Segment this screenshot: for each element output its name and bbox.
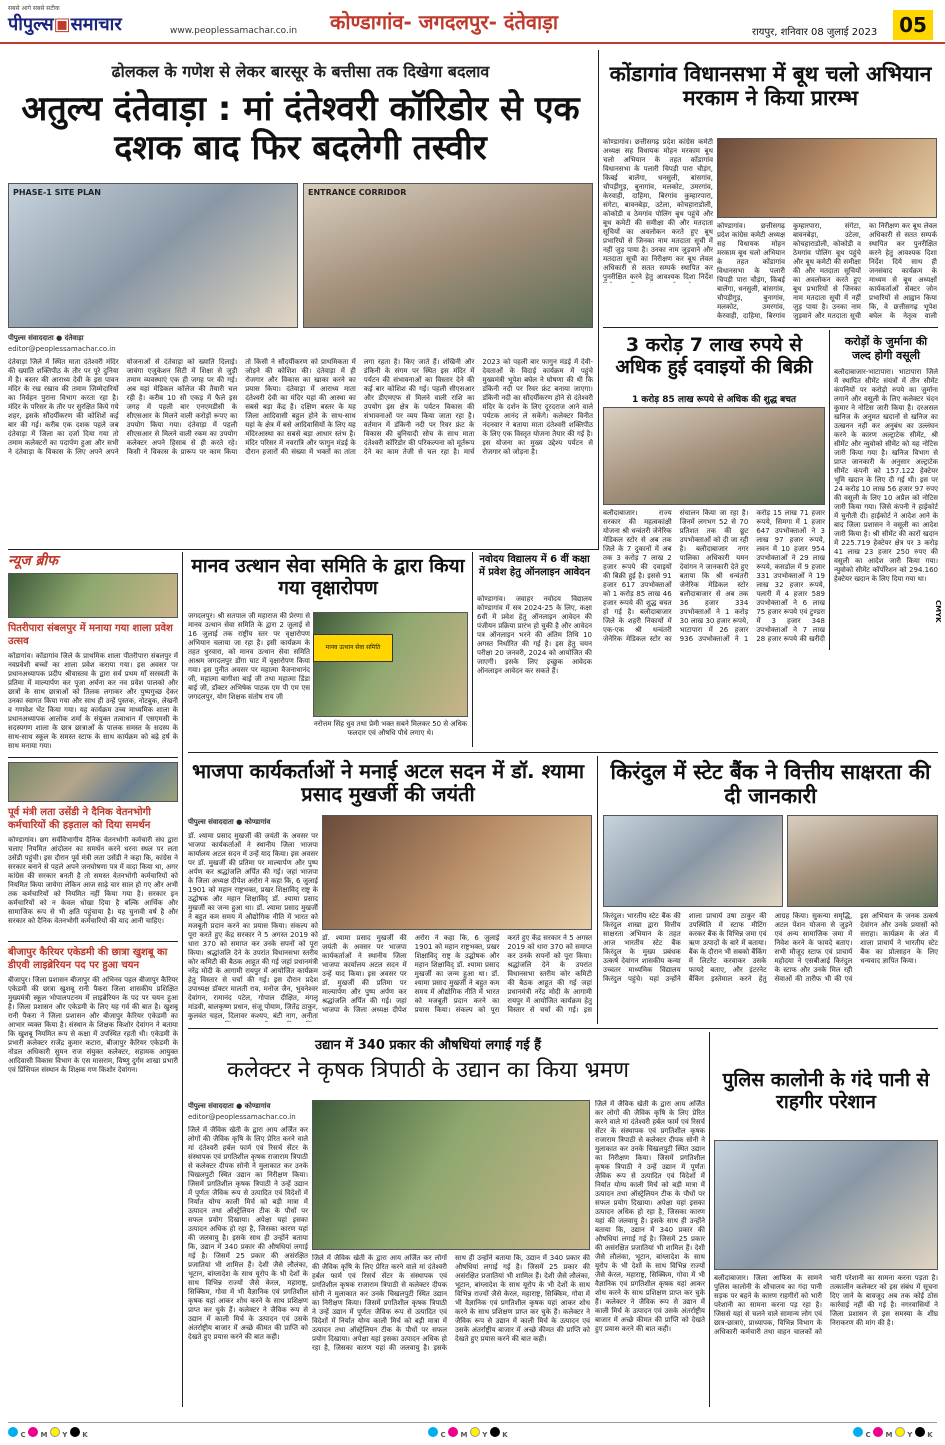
bank-headline: किरंदुल में स्टेट बैंक ने वित्तीय साक्षरता की दी जानकारी [610, 760, 931, 809]
site-plan-label: PHASE-1 SITE PLAN [13, 188, 101, 197]
booth-body: कोण्डागांव। छत्तीसगढ़ प्रदेश कांग्रेस कमेटी अध्यक्ष सह विधायक मोहन मरकाम बूथ चलो अभियान के तहत कोंडागांव विधानसभा के पलारी चिपड़ी पारा चौड़ंग, किबई बालेंगा, धनसुली, बांसगांव, चौपड़ीगुड़, बुनागांव, मलकोट, उमरगांव, केरवाही, दाहिमा, बिरगांव कुम्हारपारा, संगेटा, बावनबेड़ा, उटेला, कोचहाराडोली, कोकोडी व ठेमगांव पोलिंग बूथ पहुंचे और बूथ कमेटी की समीक्षा की और मतदाता सूचियों का अवलोकन करते हुए बूथ प्रभारियों से जिनका नाम मतदाता सूची में नहीं जुड़ पाया है। उनका नाम जुड़वाने और मतदाता सूची का निरीक्षण कर बूथ लेवल अधिकारी से सतत सम्पर्क स्थापित कर पुनरीक्षित करने हेतु आवश्यक दिशा निर्देश दिये साथ ही जनसंवाद कार्यक्रम के माध्यम से बूथ अध्यक्षों कार्यकर्ताओं सेक्टर जोन प्रभारियों से आह्वान किया कि, वे छत्तीसगढ़ भूपेश बघेल के नेतृत्व वाली [717, 222, 937, 320]
medicine-photo [603, 407, 825, 505]
garden-headline: कलेक्टर ने कृषक त्रिपाठी के उद्यान का किया भ्रमण [227, 1058, 629, 1083]
section-title: कोण्डागांव- जगदलपुर- दंतेवाड़ा [330, 10, 559, 34]
booth-headline: कोंडागांव विधानसभा में बूथ चलो अभियान मरकाम ने किया प्रारम्भ [609, 62, 932, 111]
magenta-dot [28, 1427, 38, 1437]
garden-byline: पीपुल्स संवाददाता ● कोण्डागांव [188, 1102, 271, 1110]
lead-email[interactable]: editor@peoplessamachar.co.in [8, 345, 116, 353]
bank-body: किरंदुल। भारतीय स्टेट बैंक की किरंदुल शाखा द्वारा वित्तीय साक्षरता अभियान के तहत आज भारतीय स्टेट बैंक किरंदुल के मुख्य प्रबंधक उत्कर्ष देवांगन शासकीय कन्या उच्चतर माध्यमिक विद्यालय किरंदुल पहुंचे। यहां उन्होंने शाला प्राचार्य उषा ठाकुर की उपस्थिति में स्टाफ मीटिंग करकर बैंक के विभिन्न जमा एवं ऋण उत्पादों के बारे में बताया। बैंक के दौरान भी सबको बैंकिंग में लिटरेट करवाकर उसके फायदे बताए, और इंटरनेट बैंकिंग इस्तेमाल करने हेतु आग्रह किया। सुकन्या समृद्धि, अटल पेंशन योजना से जुड़ने एवं अन्य सामाजिक जमा में निवेश करने के फायदे बताए। सभी मौजूद स्टाफ एवं प्राचार्य महोदया ने एसबीआई किरंदुल के स्टाफ और उनके मिल रही सेवाओं की तारीफ भी की एवं इस अभियान के जनक उत्कर्ष देवांगन और उनके प्रयासों को सराहा। कार्यक्रम के अंत में शाला प्राचार्य ने भारतीय स्टेट बैंक का प्रोत्साहन के लिए धन्यवाद ज्ञापित किया। [603, 912, 938, 983]
fine-headline: करोड़ों के जुर्माना की जल्द होगी वसूली [844, 335, 928, 362]
medicine-headline: 3 करोड़ 7 लाख रुपये से अधिक हुई दवाइयों की बिक्री [615, 334, 813, 378]
lead-byline: पीपुल्स संवाददाता ● दंतेवाड़ा [8, 334, 84, 342]
garden-body: जिले में जैविक खेती के द्वारा आय अर्जित कर लोगों की जैविक कृषि के लिए प्रेरित करने वाले मां दंतेश्वरी हर्बल फार्म एवं रिसर्च सेंटर के संस्थापक एवं प्रगतिशील कृषक राजाराम त्रिपाठी से कलेक्टर दीपक सोनी ने मुलाकात कर उनके चिखलपुटी स्थित उद्यान का निरीक्षण किया। जिसमें प्रगतिशील कृषक त्रिपाठी ने उन्हें उद्यान में पूर्णतः जैविक रूप से उत्पादित एवं विदेशों में निर्यात योग्य काली मिर्च को बड़ी मात्रा में उत्पादन तथा ऑस्ट्रेलियन टीक के पौधों पर सफल प्रयोग दिखाया। अपेक्षा यहां इसका उत्पादन अधिक हो रहा है, जिसका कारण यहां की जलवायु है। इसके साथ ही उन्होंने बताया कि, उद्यान में 340 प्रकार की औषधियां लगाई गई है। जिसमें 25 प्रकार की असंरक्षित प्रजातियां भी शामिल हैं। देशी जैसे लौलंका, भूटान, बांग्लादेश के साथ यूरोप के भी देशों के साथ विभिन्न राज्यों जैसे केरल, महाराष्ट्र, सिक्किम, गोवा में भी वैज्ञानिक एवं प्रगतिशील कृषक यहां आकर शोध करने के साथ प्रशिक्षण प्राप्त कर चुके हैं। कलेक्टर ने जैविक रूप से उद्यान में काली मिर्च के उत्पादन एवं उसके अंतर्राष्ट्रीय बाजार में अच्छे कीमत की प्राप्ति को देखते हुए प्रयास करने की बात कही। [312, 1254, 590, 1352]
footer-color-bar [8, 1422, 937, 1440]
bjp-body-left: डॉ. श्यामा प्रसाद मुखर्जी की जयंती के अवसर पर भाजपा कार्यकर्ताओं ने स्थानीय जिला भाजपा कार्यालय अटल सदन में उन्हें याद किया। इस अवसर पर डॉ. मुखर्जी की प्रतिमा पर माल्यार्पण और पुष्प अर्पण कर श्रद्धांजलि अर्पित की गई। जहां भाजपा के जिला अध्यक्ष दीपेश अरोरा ने कहा कि, 6 जुलाई 1901 को महान राष्ट्रभक्त, प्रखर शिक्षाविद् राष्ट्र के उद्घोषक और महान शिक्षाविद् डॉ. श्यामा प्रसाद मुखर्जी का जन्म हुआ था। डॉ. श्यामा प्रसाद मुखर्जी ने बहुत कम समय में औद्योगिक नीति में भारत को मजबूती प्रदान करने का प्रयास किया। संकल्प को पूरा करते हुए केंद्र सरकार ने 5 अगस्त 2019 को धारा 370 को समाप्त कर उनके सपनों को पूरा किया। श्रद्धांजलि देने के उपरांत विधानसभा स्तरीय कोर कमिटी की बैठक आहूत की गई जहां प्रधानमंत्री नरेंद्र मोदी के आगामी रायपुर में आयोजित कार्यक्रम हेतु विस्तार से चर्चा की गई। इस दौरान प्रदेश उपाध्यक्ष डॉक्टर मालती राव, मनोज जैन, भुवनेश्वर देवांगन, रामानंद पटेल, गोपाल दीक्षित, मंगलू मांडवी, बालकृष्ण प्रधान, संजू पोयाम, जितेंद्र ठाकुर, कुलवंत चहल, दिलावर कश्यप, बंटी नाग, अनीता [188, 832, 318, 1020]
bank-photo-1 [603, 815, 783, 907]
logo-text: पीपुल्स▣समाचार [8, 14, 122, 35]
page-number: 05 [893, 10, 933, 40]
police-headline: पुलिस कालोनी के गंदे पानी से राहगीर परेशान [714, 1070, 938, 1114]
navodaya-body: कोण्डागांव। जवाहर नवोदय विद्यालय कोण्डागांव में सत्र 2024-25 के लिए, कक्षा 6वीं में प्रवेश हेतु ऑनलाइन आवेदन की पंजीयन प्रक्रिया प्रारंभ हो चुकी है और आवेदन पत्र ऑनलाइन भरने की अंतिम तिथि 10 अगस्त निर्धारित की गई है। इस हेतु चयन परीक्षा 20 जनवरी, 2024 को आयोजित की जाएगी। इसके लिए इच्छुक आवेदक ऑनलाइन आवेदन कर सकते हैं। [477, 595, 592, 675]
lead-kicker: ढोलकल के गणेश से लेकर बारसूर के बत्तीसा तक दिखेगा बदलाव [111, 62, 490, 81]
bank-photo-2 [787, 815, 938, 907]
plantation-banner: मानव उत्थान सेवा समिति [313, 634, 393, 662]
strike-photo [8, 762, 178, 802]
brief1-body: कोंडागांव। कोंडागांव जिले के प्राथमिक शाला पीतरीपारा संबलपुर में नवप्रवेशी बच्चों का शाला प्रवेश कराया गया। इस अवसर पर प्रधानअध्यापक प्रदीप श्रीवास्तव के द्वारा सर्व प्रथम माँ सरस्वती के प्रतिमा में माल्यार्पण कर पूजा अर्चना कर नव प्रवेश पालको और छात्रों के साथ छात्राओं को तिलक लगाकर और पुष्पगुच्छ देकर उनका स्वागत किया गया और साथ ही उन्हें पुस्तक, नोटबुक, लेखनी व गणवेश भेंट किया गया। यह कार्यक्रम उच्च माध्यमिक शाला के प्रधानअध्यापक आलोक शर्मा के संयुक्त तत्वाधान में एसएमसी के सदस्यगण शाला के छात्र छात्राओं के पालक समस्त के सदस्य के साथ-साथ स्कूल के समस्त स्टाफ के साथ कार्यक्रम को बढ़े हर्ष के साथ मनाया गया। [8, 652, 178, 750]
black-dot [70, 1427, 80, 1437]
bjp-headline: भाजपा कार्यकर्ताओं ने मनाई अटल सदन में डॉ. श्यामा प्रसाद मुखर्जी की जयंती [191, 759, 585, 806]
garden-email[interactable]: editor@peoplessamachar.co.in [188, 1113, 296, 1121]
edition-date: रायपुर, शनिवार 08 जुलाई 2023 [752, 27, 878, 38]
logo [8, 4, 168, 38]
bjp-photo [322, 815, 592, 930]
cmyk-marks-left: C M Y K [8, 1427, 88, 1439]
website-link[interactable]: www.peoplessamachar.co.in [170, 26, 298, 36]
garden-body-right: जिले में जैविक खेती के द्वारा आय अर्जित कर लोगों की जैविक कृषि के लिए प्रेरित करने वाले मां दंतेश्वरी हर्बल फार्म एवं रिसर्च सेंटर के संस्थापक एवं प्रगतिशील कृषक राजाराम त्रिपाठी से कलेक्टर दीपक सोनी ने मुलाकात कर उनके चिखलपुटी स्थित उद्यान का निरीक्षण किया। जिसमें प्रगतिशील कृषक त्रिपाठी ने उन्हें उद्यान में पूर्णतः जैविक रूप से उत्पादित एवं विदेशों में निर्यात योग्य काली मिर्च को बड़ी मात्रा में उत्पादन तथा ऑस्ट्रेलियन टीक के पौधों पर सफल प्रयोग दिखाया। अपेक्षा यहां इसका उत्पादन अधिक हो रहा है, जिसका कारण यहां की जलवायु है। इसके साथ ही उन्होंने बताया कि, उद्यान में 340 प्रकार की औषधियां लगाई गई है। जिसमें 25 प्रकार की असंरक्षित प्रजातियां भी शामिल हैं। देशी जैसे लौलंका, भूटान, बांग्लादेश के साथ यूरोप के भी देशों के साथ विभिन्न राज्यों जैसे केरल, महाराष्ट्र, सिक्किम, गोवा में भी वैज्ञानिक एवं प्रगतिशील कृषक यहां आकर शोध करने के साथ प्रशिक्षण प्राप्त कर चुके हैं। कलेक्टर ने जैविक रूप से उद्यान में काली मिर्च के उत्पादन एवं उसके अंतर्राष्ट्रीय बाजार में अच्छे कीमत की प्राप्ति को देखते हुए प्रयास करने की बात कही। [595, 1100, 705, 1333]
corridor-image [303, 183, 593, 328]
medicine-body: बलौदाबाजार। राज्य सरकार की महत्वकांक्षी योजना श्री धन्वंतरी जेनेरिक मेडिकल स्टोर से अब तक जिले के 7 दुकानों में अब तक 3 करोड़ 7 लाख 2 हजार रूपये की दवाइयों की बिक्री हुई है। इससे 91 हजार 617 उपभोक्ताओं को 1 करोड़ 85 लाख 46 हजार रूपये की शुद्ध बचत हो गई है। बलौदाबाजार जिले के शहरी निकायों में एक-एक श्री धन्वंतरी जेनेरिक मेडिकल स्टोर का संचालन किया जा रहा है। जिनमें लगभग 52 से 70 प्रतिशत तक की छूट उपभोक्ताओं को दी जा रही है। बलौदाबाजार नगर पालिका अधिकारी यमन देवांगन ने जानकारी देते हुए बताया कि श्री धन्वंतरी जेनेरिक मेडिकल स्टोर बलौदाबाजार से अब तक 36 हजार 334 उपभोक्ताओं ने 1 करोड़ 30 लाख 30 हजार रूपये, भाटापारा में 26 हजार 936 उपभोक्ताओं ने 1 करोड़ 15 लाख 71 हजार रूपये, सिमगा में 1 हजार 647 उपभोक्ताओं ने 3 लाख 97 हजार रूपये, लवन में 10 हजार 954 उपभोक्ताओं ने 29 लाख रूपये, कसडोल में 9 हजार 331 उपभोक्ताओं ने 19 लाख 32 हजार रूपये, पलारी में 4 हजार 589 उपभोक्ताओं ने 6 लाख 75 हजार रूपये एवं टुण्डरा में 3 हजार 348 उपभोक्ताओं ने 7 लाख 28 हजार रूपये की खरीदी [603, 509, 825, 643]
brief2-body: कोण्डागांव। छग सर्वविभागीय दैनिक वेतनभोगी कर्मचारी संघ द्वारा चलाए नियमित आंदोलन का समर्थन करने धरना स्थल पर लता उसेंडी पहुंची। इस दौरान पूर्व मंत्री लता उसेंडी ने कहा कि, कांग्रेस ने सरकार बनाने से पहले अपने जनघोषणा पत्र में वादा किया था, अगर कांग्रेस की सरकार बनती है तो समस्त वेतनभोगी कर्मचारियों को नियमित किया जायेगा लेकिन आज साढ़े चार साल हो गए और अभी तक कर्मचारियों को नियमित नहीं किया गया है। सरकार इन कर्मचारियों को न केवल धोखा दिया है बल्कि आर्थिक और सामाजिक रूप से भी क्षति पहुंचाया है। यह चुनावी वर्ष है और सरकार को दैनिक वेतनभोगी कर्मचारियों की याद आनी चाहिए। [8, 836, 178, 925]
brief1-headline: पितरीपारा संबलपुर में मनाया गया शाला प्रवेश उत्सव [8, 623, 173, 647]
brief3-body: बीजापुर। जिला प्रशासन बीजापुर की अभिनव पहल बीजापुर कैरियर एकेडमी की छात्रा खुशबू रानी पैकरा जिला शासकीय प्रशिक्षित मुख्यमंत्री स्कूल भोपालपटनम में लाइब्रेरियन के पद पर चयन हुआ है। जिला प्रशासन और एकेडमी के लिए यह गर्व की बात है। खुशबू रानी पैकरा ने जिला प्रशासन और बीजापुर कैरियर एकेडमी का आभार व्यक्त किया है। संस्थान के शिक्षक किशोर देवांगन ने बताया कि खुशबू नियमित रूप से कक्षा में उपस्थित रहती थी। एकेडमी के प्रभारी कलेक्टर राजेंद्र कुमार कटारा, बीजापुर कैरियर एकेडमी के नोडल अधिकारी सुमन राज संयुक्त कलेक्टर, सहायक आयुक्त आदिवासी विकास विभाग के एस मासराम, विष्णु दुर्गम शाखा प्रभारी एवं प्रिंसिपल संस्थान के शिक्षक गण किशोर देवांगन। [8, 976, 178, 1074]
site-plan-image [8, 183, 298, 328]
booth-body-intro: कोण्डागांव। छत्तीसगढ़ प्रदेश कांग्रेस कमेटी अध्यक्ष सह विधायक मोहन मरकाम बूथ चलो अभियान के तहत कोंडागांव विधानसभा के पलारी चिपड़ी पारा चौड़ंग, किबई बालेंगा, धनसुली, बांसगांव, चौपड़ीगुड़, बुनागांव, मलकोट, उमरगांव, केरवाही, दाहिमा, बिरगांव कुम्हारपारा, संगेटा, बावनबेड़ा, उटेला, कोचहाराडोली, कोकोडी व ठेमगांव पोलिंग बूथ पहुंचे और बूथ कमेटी की समीक्षा की और मतदाता सूचियों का अवलोकन करते हुए बूथ प्रभारियों से जिनका नाम मतदाता सूची में नहीं जुड़ पाया है। उनका नाम जुड़वाने और मतदाता सूची का निरीक्षण कर बूथ लेवल अधिकारी से सतत सम्पर्क स्थापित कर पुनरीक्षित करने हेतु आवश्यक दिशा निर्देश [603, 138, 713, 281]
masthead [0, 0, 945, 44]
bjp-body: डॉ. श्यामा प्रसाद मुखर्जी की जयंती के अवसर पर भाजपा कार्यकर्ताओं ने स्थानीय जिला भाजपा कार्यालय अटल सदन में उन्हें याद किया। इस अवसर पर डॉ. मुखर्जी की प्रतिमा पर माल्यार्पण और पुष्प अर्पण कर श्रद्धांजलि अर्पित की गई। जहां भाजपा के जिला अध्यक्ष दीपेश अरोरा ने कहा कि, 6 जुलाई 1901 को महान राष्ट्रभक्त, प्रखर शिक्षाविद् राष्ट्र के उद्घोषक और महान शिक्षाविद् डॉ. श्यामा प्रसाद मुखर्जी का जन्म हुआ था। डॉ. श्यामा प्रसाद मुखर्जी ने बहुत कम समय में औद्योगिक नीति में भारत को मजबूती प्रदान करने का प्रयास किया। संकल्प को पूरा करते हुए केंद्र सरकार ने 5 अगस्त 2019 को धारा 370 को समाप्त कर उनके सपनों को पूरा किया। श्रद्धांजलि देने के उपरांत विधानसभा स्तरीय कोर कमिटी की बैठक आहूत की गई जहां प्रधानमंत्री नरेंद्र मोदी के आगामी रायपुर में आयोजित कार्यक्रम हेतु विस्तार से चर्चा की गई। इस [322, 934, 592, 1014]
news-brief-label: न्यूज ब्रीफ [8, 553, 58, 569]
cmyk-marks-center: C M Y K [428, 1427, 508, 1439]
school-photo [8, 573, 178, 618]
lead-headline: अतुल्य दंतेवाड़ा : मां दंतेश्वरी कॉरिडोर से एक दशक बाद फिर बदलेगी तस्वीर [21, 89, 580, 169]
fine-body: बलौदाबाजार-भाटापारा। भाटापारा जिले में स्थापित सीमेंट संयंत्रों में तीन सीमेंट कंपनियों पर करोड़ो रुपये का जुर्माना लगाने और वसूली के लिए कलेक्टर चंदन कुमार ने नोटिस जारी किया है। दरअसल खनिज के अनुमत खदानों से खनिज का उत्खनन नहीं कर अनुबंध का उल्लंघन करने के कारण अल्ट्राटेक सीमेंट, श्री सीमेंट और न्युवोको सीमेंट को यह नोटिस जारी किया गया है। खनिज विभाग से प्राप्त जानकारी के अनुसार अल्ट्राटेक सीमेंट कंपनी को 157.122 हेक्टेयर भूमि खदान के लिए दी गई थी। इस पर 24 करोड़ 10 लाख 56 हजार 97 रुपए की वसूली के लिए 10 अप्रैल को नोटिस जारी किया गया। जिसे कंपनी ने हाईकोर्ट में चुनौती दी। हाईकोर्ट ने आदेश आने के बाद जिला प्रशासन ने वसूली का आदेश जारी किया है। श्री सीमेंट की कारों खदान में 225.719 हेक्टेयर क्षेत्र पर 3 करोड़ 41 लाख 23 हजार 250 रुपए की वसूली का आदेश जारी किया गया। न्युवोको सीमेंट कॉर्पोरेशन को 294.160 हेक्टेयर खदान के लिए दिया गया था। [834, 368, 938, 583]
medicine-subhead: 1 करोड़ 85 लाख रूपये से अधिक की शुद्ध बचत [631, 395, 797, 405]
yellow-dot [50, 1427, 60, 1437]
brief3-headline: बीजापुर कैरियर एकेडमी की छात्रा खुशबू का डीएवी लाइब्रेरियन पद पर हुआ चयन [8, 947, 168, 971]
booth-photo [717, 138, 937, 218]
lead-body: दंतेवाड़ा जिले में स्थित माता दंतेश्वरी मंदिर की ख्याति शक्तिपीठ के तौर पर पूरे दुनिया में है। बस्तर की आराध्य देवी के इस पावन मंदिर के रख रखाव की तमाम जिम्मेदारियों का निर्वहन पुराना विभाग करता रहा है। मंदिर के परिसर के तौर पर सुरक्षित किये गये शहर, इसके सौंदर्यीकरण की कोशिशें कई बार की गई। करीब एक दशक पहले जब दंतेवाड़ा में जिला का दर्जा दिया गया तो तमाम कलेक्टरों का पदार्पण हुआ और सभी ने दंतेवाड़ा के विकास के लिए अपने अपने योजनाओं से दंतेवाड़ा को ख्याति दिलाई। जावंगा एजुकेशन सिटी में शिक्षा से जुड़ी तमाम व्यवस्थाएं एक ही जगह पर की गई। अब यहां मेडिकल कॉलेज की तैयारी चल रही है। करीब 10 सौ एकड़ में फैले इस जगह में पहली बार एनएमडीसी के सीएसआर के मिलने वाली करोड़ों रूपए का उपयोग किया गया। दंतेवाड़ा में पहली सीएसआर से मिलने वाली रकम का उपयोग कलेक्टर अपने हिसाब से ही करते रहे। किसी ने विकास के प्रारूप पर काम किया तो किसी ने सौंदर्यीकरण को प्राथमिकता में जोड़ने की कोशिश की। दंतेवाड़ा में ही रोजगार और विकास का खाका करने का प्रयास किया। दंतेवाड़ा में आराध्य माता दंतेश्वरी देवी का मंदिर यहां की आस्था का सबसे बड़ा केंद्र है। दक्षिण बस्तर के यह जिला आदिवासी बहुल होने के साथ-साथ यहां के क्षेत्र में बसे आदिवासियों के लिए यह मंदिरआस्था का सबसे बड़ा आधार स्तंभ है। मंदिर परिसर में नवरात्रि और फागुन मंडई के दौरान हजारों की संख्या में भक्तों का तांता लगा रहता है। किए जाते हैं। शंखिनी और डंकिनी के संगम पर स्थित इस मंदिर में पर्यटन की संभावनाओं का विस्तार देने की कई बार कोशिश की गई। पहली सीएसआर और डीएमएफ से मिलने वाली राशि का उपयोग इस क्षेत्र के पर्यटन विकास की संभावनाओं पर व्यय किया जाता रहा है। वर्तमान में डंकिनी नदी पर रिवर फ्रंट के विकास की बुनियादी सोच के साथ माता दंतेश्वरी कॉरिडोर की परिकल्पना को मूर्तरूप देने का काम तेजी से चल रहा है। मार्च 2023 को पहली बार फागुन मंडई में देवी-देवताओं के विदाई कार्यक्रम में पहुंचे मुख्यमंत्री भूपेश बघेल ने घोषणा की थी कि डंकिनी नदी पर रिवर फ्रंट बनाया जाएगा। डंकिनी नदी का सौंदर्यीकरण होने से दंतेश्वरी मंदिर के दर्शन के लिए दूरदराज आने वाले पर्यटक आनंद ले सकेंगे। कलेक्टर विनीत नंदनवार ने बताया माता दंतेश्वरी शक्तिपीठ के लिए एक विस्तृत योजना तैयार की गई है। इस योजना का मुख्य उद्देश्य पर्यटन से रोजगार को जोड़ना है। [8, 358, 593, 456]
cmyk-side-mark: CMYK [934, 600, 942, 623]
brief2-headline: पूर्व मंत्री लता उसेंडी ने दैनिक वेतनभोगी कर्मचारियों की हड़ताल को दिया समर्थन [8, 807, 151, 831]
tagline: सबसे आगे सबसे सटीक [8, 5, 60, 12]
cyan-dot [8, 1427, 18, 1437]
plantation-body: जगदलपुर। श्री सतपाल जी महाराज की प्रेरणा से मानव उत्थान सेवा समिति के द्वारा 2 जुलाई से 16 जुलाई तक राष्ट्रीय स्तर पर वृक्षारोपण अभियान चलाया जा रहा है। इसी कार्यक्रम के तहत धुरवारा, को मानव उत्थान सेवा समिति आश्रम जगदलपुर डोंगा घाट में वृक्षारोपण किया गया। इस पुनीत अवसर पर महात्मा वैजनाथानंद जी, महात्मा बागीशा बाई जी तथा महात्मा डिंडा बाई जी, डॉक्टर अभिषेक पाठक एम पी एम एस जगदलपुर, योग शिक्षक संतोष राय जी [188, 612, 310, 701]
police-body: बलौदाबाजार। जिला आफिस के सामने पुलिस कालोनी के शौचालय का गंदा पानी सड़क पर बहने के कारण राहगीरों को भारी परेशानी का सामना करना पड़ रहा है। जिससे यहां से चलने वाले सामान्य लोग एवं छात्र-छात्राएं, प्राध्यापक, विभिन्न विभाग के अधिकारी कर्मचारी तथा वाहन चालकों को भारी परेशानी का सामना करना पड़ता है। तत्कालीन कलेक्टर को इस संबंध में सूचना दिए जाने के बावजूद अब तक कोई ठोस कार्रवाई नहीं की गई है। नगरवासियों ने जिला प्रशासन से इस समस्या के शीघ्र निराकरण की मांग की है। [714, 1274, 938, 1336]
garden-photo [312, 1100, 590, 1250]
police-photo [714, 1140, 938, 1270]
bjp-byline: पीपुल्स संवाददाता ● कोण्डागांव [188, 818, 271, 826]
navodaya-headline: नवोदय विद्यालय में 6 वीं कक्षा में प्रवेश हेतु ऑनलाइन आवेदन [478, 554, 591, 578]
plantation-photo [313, 612, 468, 717]
garden-kicker: उद्यान में 340 प्रकार की औषधियां लगाई गई हैं [315, 1038, 541, 1053]
garden-body-left: जिले में जैविक खेती के द्वारा आय अर्जित कर लोगों की जैविक कृषि के लिए प्रेरित करने वाले मां दंतेश्वरी हर्बल फार्म एवं रिसर्च सेंटर के संस्थापक एवं प्रगतिशील कृषक राजाराम त्रिपाठी से कलेक्टर दीपक सोनी ने मुलाकात कर उनके चिखलपुटी स्थित उद्यान का निरीक्षण किया। जिसमें प्रगतिशील कृषक त्रिपाठी ने उन्हें उद्यान में पूर्णतः जैविक रूप से उत्पादित एवं विदेशों में निर्यात योग्य काली मिर्च को बड़ी मात्रा में उत्पादन तथा ऑस्ट्रेलियन टीक के पौधों पर सफल प्रयोग दिखाया। अपेक्षा यहां इसका उत्पादन अधिक हो रहा है, जिसका कारण यहां की जलवायु है। इसके साथ ही उन्होंने बताया कि, उद्यान में 340 प्रकार की औषधियां लगाई गई है। जिसमें 25 प्रकार की असंरक्षित प्रजातियां भी शामिल हैं। देशी जैसे लौलंका, भूटान, बांग्लादेश के साथ यूरोप के भी देशों के साथ विभिन्न राज्यों जैसे केरल, महाराष्ट्र, सिक्किम, गोवा में भी वैज्ञानिक एवं प्रगतिशील कृषक यहां आकर शोध करने के साथ प्रशिक्षण प्राप्त कर चुके हैं। कलेक्टर ने जैविक रूप से उद्यान में काली मिर्च के उत्पादन एवं उसके अंतर्राष्ट्रीय बाजार में अच्छे कीमत की प्राप्ति को देखते हुए प्रयास करने की बात कही। [188, 1126, 308, 1341]
plantation-caption: नरोत्तम सिंह धुव तथा प्रेमी भक्त सबने मिलकर 50 से अधिक फलदार एवं औषधि पौधे लगाए थे। [313, 720, 468, 737]
corridor-label: ENTRANCE CORRIDOR [308, 188, 407, 197]
cmyk-marks-right: C M Y K [853, 1427, 933, 1439]
plantation-headline: मानव उत्थान सेवा समिति के द्वारा किया गया वृक्षारोपण [191, 555, 465, 599]
